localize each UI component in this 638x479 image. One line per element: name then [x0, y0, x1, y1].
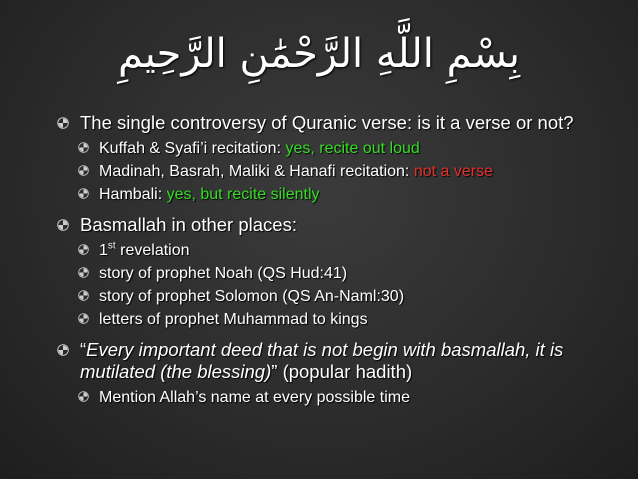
- hadith-quote: Every important deed that is not begin with basmallah, it is mutilated (the blessing): [80, 339, 564, 382]
- ordinal-suffix: st: [107, 240, 116, 252]
- bullet-level2: [54, 239, 614, 262]
- bullet-icon: [78, 244, 89, 255]
- bullet-label: Madinah, Basrah, Maliki & Hanafi recitation:: [99, 163, 414, 180]
- quote-source: ” (popular hadith): [271, 361, 413, 382]
- bullet-text: Mention Allah’s name at every possible time: [99, 389, 410, 406]
- bullet-icon: [78, 313, 89, 324]
- bullet-level1: [54, 112, 614, 134]
- quote-open: “: [80, 339, 87, 360]
- bullet-level2: [54, 308, 614, 331]
- bullet-text: revelation: [115, 242, 190, 259]
- bullet-level2: [54, 137, 614, 160]
- bullet-level2: [54, 262, 614, 285]
- bullet-group-hadith: [54, 339, 614, 409]
- bullet-level1: [54, 214, 614, 236]
- bullet-icon: [78, 267, 89, 278]
- bullet-text: The single controversy of Quranic verse: is it a verse or not?: [80, 112, 574, 133]
- bullet-label: Kuffah & Syafi’i recitation:: [99, 140, 286, 157]
- bullet-level1: [54, 339, 614, 383]
- bullet-text: story of prophet Solomon (QS An-Naml:30): [99, 288, 405, 305]
- bullet-icon: [57, 344, 69, 356]
- bullet-icon: [57, 219, 69, 231]
- bullet-icon: [78, 391, 89, 402]
- bullet-group-other-places: [54, 214, 614, 331]
- bullet-text: Basmallah in other places:: [80, 214, 297, 235]
- bullet-icon: [78, 165, 89, 176]
- bullet-level2: [54, 160, 614, 183]
- bullet-icon: [78, 290, 89, 301]
- bullet-icon: [78, 188, 89, 199]
- bullet-label: Hambali:: [99, 186, 167, 203]
- bullet-level2: [54, 183, 614, 206]
- bullet-icon: [78, 142, 89, 153]
- bullet-level2: [54, 285, 614, 308]
- slide-title-basmalah: بِسْمِ اللَّهِ الرَّحْمَٰنِ الرَّحِيمِ: [117, 31, 521, 77]
- highlight-green: yes, recite out loud: [285, 140, 420, 157]
- bullet-group-controversy: [54, 112, 614, 206]
- bullet-icon: [57, 117, 69, 129]
- highlight-green: yes, but recite silently: [166, 186, 320, 203]
- bullet-text: story of prophet Noah (QS Hud:41): [99, 265, 348, 282]
- ordinal-number: 1: [99, 242, 108, 259]
- highlight-red: not a verse: [413, 163, 493, 180]
- bullet-text: letters of prophet Muhammad to kings: [99, 311, 368, 328]
- bullet-level2: [54, 386, 614, 409]
- slide-body: [54, 112, 614, 417]
